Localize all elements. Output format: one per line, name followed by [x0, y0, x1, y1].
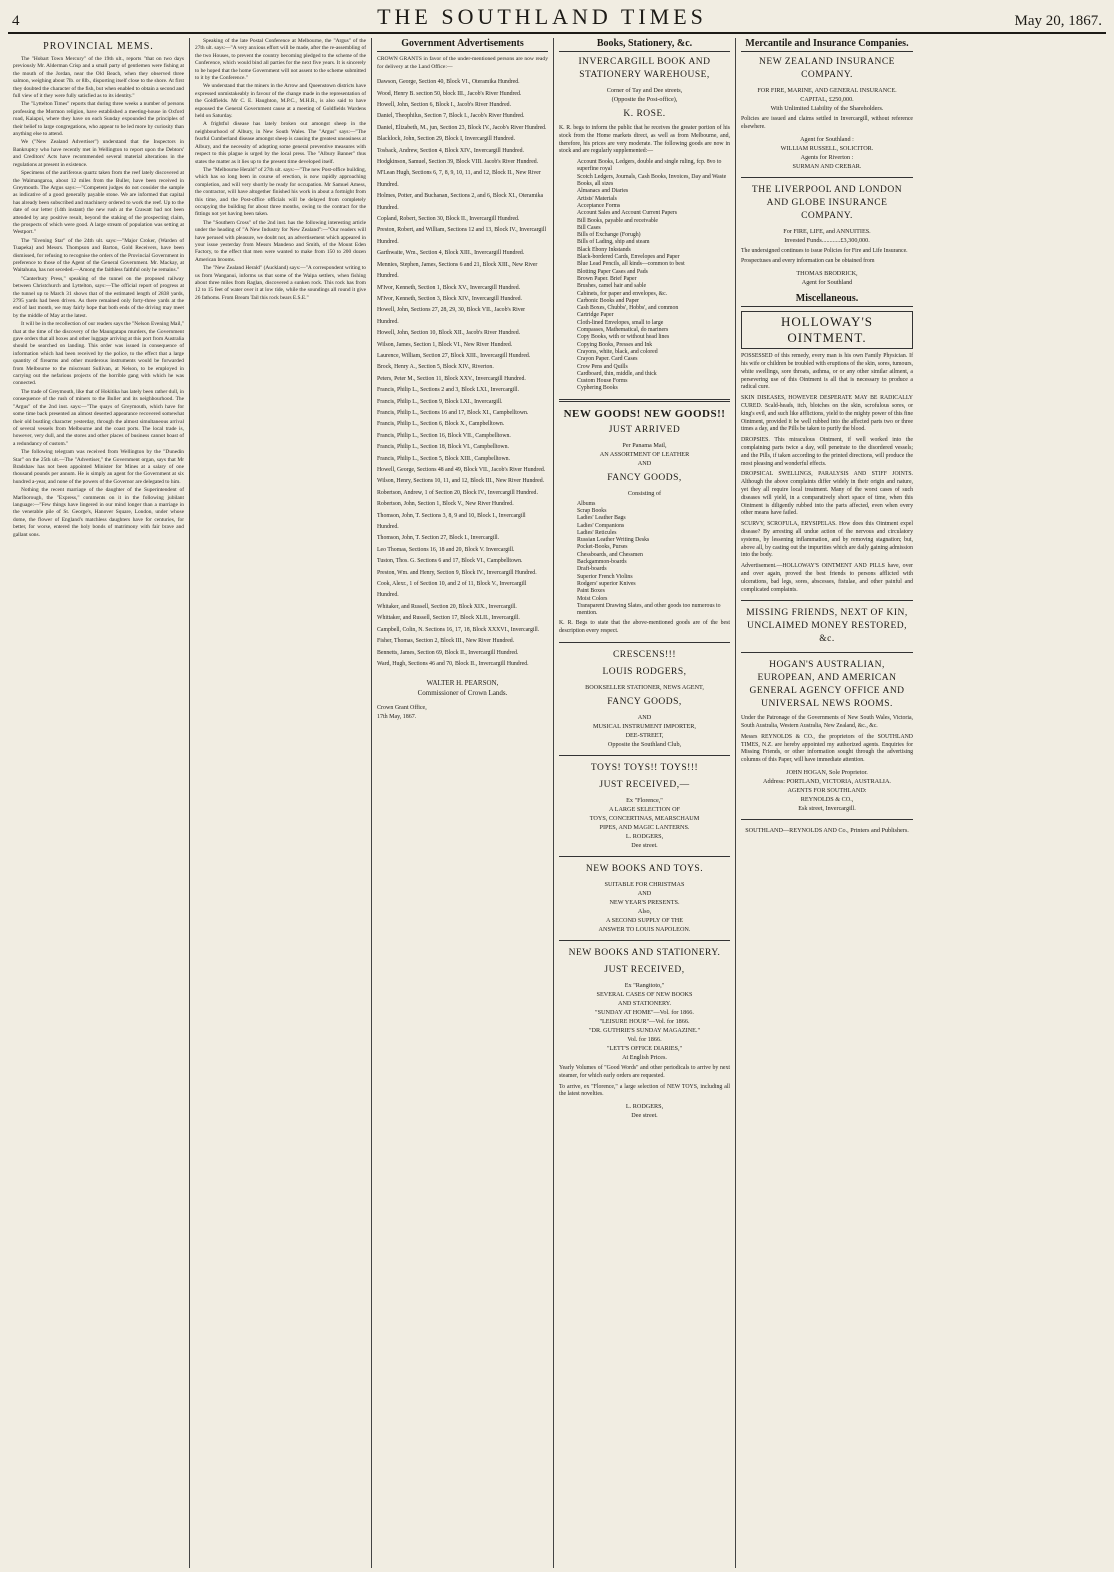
holloway-paragraph: SKIN DISEASES, HOWEVER DESPERATE MAY BE RADICALLY CURED. Scald-heads, itch, blotches on the skin, scrofulous sores, or king's evil, and such like afflictions, yield to the mighty power of this fine Ointment, provided it be well rubbed into the affected parts two or three times a day, and the Pills be taken to purify the blood.: [741, 395, 913, 433]
divider: [741, 652, 913, 653]
stock-item: Artists' Materials: [577, 195, 617, 202]
answer-napoleon: ANSWER TO LOUIS NAPOLEON.: [598, 926, 691, 934]
stock-item: Crayon Paper. Card Cases: [577, 356, 638, 363]
article-paragraph: Nothing the recent marriage of the daughter of the Superintendent of Marlborough, the "Express," comments on it in the following jubilant language:—"Few things have lingered in our mind longer than a marriage in the venerable pile of St. George's, Hanover Square, London, under whose dome, the flower of England's matchless daughters have for centuries, for better, for worse, entered the holy bonds of matrimony with fair brave and gallant sons.: [13, 487, 184, 538]
newspaper-title: THE SOUTHLAND TIMES: [377, 4, 707, 29]
opposite-club: Opposite the Southland Club,: [607, 741, 682, 749]
fancy-item: Ladies' Reticules: [577, 529, 617, 536]
thomas-brodrick: THOMAS BRODRICK,: [796, 270, 858, 278]
ex-florence: Ex "Florence,": [626, 797, 663, 805]
new-goods-banner: NEW GOODS! NEW GOODS!!: [563, 407, 726, 420]
printers-imprint: SOUTHLAND—REYNOLDS AND Co., Printers and Publishers.: [745, 827, 909, 835]
stock-item: Cloth-lined Envelopes, small to large: [577, 319, 664, 326]
commissioner-signature: [377, 678, 548, 698]
article-paragraph: Specimens of the auriferous quartz taken from the reef lately discovered at the Waimangaroa, about 12 miles from the Buller, have been received in Greymouth. The Argus says:—"Competent judges do not consider the sample as indicative of a good generally payable stone. We are informed that capital has already been subscribed and machinery ordered to work the reef. Up to the date of our letter (14th instant) the new rush at the Crawatt had not been attended by any positive result, beyond the staking of the prospecting claim, the prospects of which were good. A large stream of population was setting at Westport.": [13, 170, 184, 236]
crown-grant-entry: Ward, Hugh, Sections 46 and 70, Block II., Invercargill Hundred.: [377, 660, 529, 667]
stock-item: Almanacs and Diaries: [577, 188, 629, 195]
divider: [741, 600, 913, 601]
fire-life-annuities: For FIRE, LIFE, and ANNUITIES.: [783, 227, 871, 235]
crown-grant-entry: Francis, Philip L., Section 5, Block XIII., Campbelltown.: [377, 455, 510, 462]
fancy-item: Pocket-Books, Purses: [577, 544, 628, 551]
office-name: Crown Grant Office,: [377, 705, 427, 712]
periodical-item: Vol. for 1866.: [627, 1036, 662, 1044]
hogan-patronage: Under the Patronage of the Governments of New South Wales, Victoria, South Australia, Western Australia, New Zealand, &c., &c.: [741, 715, 913, 730]
divider: [741, 819, 913, 820]
for-fire-marine: FOR FIRE, MARINE, AND GENERAL INSURANCE.: [757, 87, 897, 94]
page-number: 4: [12, 13, 20, 29]
and-word-2: AND: [637, 714, 652, 722]
crown-grant-entry: Francis, Philip L., Section 16, Block VII., Campbelltown.: [377, 432, 511, 439]
crown-grant-entry: Francis, Philip L., Section 6, Block X., Campbelltown.: [377, 421, 505, 428]
article-paragraph: The "Southern Cross" of the 2nd inst. has the following interesting article under the heading of "A New Industry for New Zealand":—"Our readers will have perused with pleasure, we doubt not, an advertisement which appeared in your issue yesterday from Messrs Mandeno and Smith, of the Mount Eden Factory, to the effect that men were wanted to make from 150 to 200 dozen American brooms.: [195, 219, 366, 263]
crown-grant-entry: Peters, Peter M., Section 11, Block XXV., Invercargill Hundred.: [377, 375, 526, 382]
english-prices: At English Prices.: [622, 1054, 667, 1062]
fancy-item: Scrap Books: [577, 507, 607, 514]
just-arrived: JUST ARRIVED: [608, 424, 681, 435]
crown-grant-entry: Robertson, Andrew, 1 of Section 20, Block IV., Invercargill Hundred.: [377, 489, 538, 496]
stock-item: Compasses, Mathematical, do mariners: [577, 327, 669, 334]
stock-item: Cardboard, thin, middle, and thick: [577, 370, 657, 377]
crown-grant-entry: Francis, Philip L., Section 18, Block VI., Campbelltown.: [377, 444, 509, 451]
stock-item: Account Sales and Account Current Papers: [577, 210, 677, 217]
several-cases: SEVERAL CASES OF NEW BOOKS: [596, 991, 693, 999]
letts-diaries: "LETT'S OFFICE DIARIES,": [606, 1045, 683, 1053]
also: Also,: [637, 908, 652, 916]
article-paragraph: "Canterbury Press," speaking of the tunnel on the proposed railway between Christchurch and Lyttelton, says:—The official report of progress at the tunnel up to March 31 shows that of the estimated length of 2838 yards, 2795 yards had been driven. As there remained only forty-three yards at the end of last month, we may fairly hope that both ends of the driving may meet by the middle of May at the latest.: [13, 275, 184, 319]
reynolds-text: Messrs REYNOLDS & CO., the proprietors of the SOUTHLAND TIMES, N.Z. are hereby appointed my authorized agents. Enquiries for Missing Friends, or other information sought through the advertising columns of this Paper, will have immediate attention.: [741, 733, 913, 764]
and-stationery: AND STATIONERY.: [617, 1000, 671, 1008]
stock-item: Crayons, white, black, and colored: [577, 348, 658, 355]
crown-grant-entry: Campbell, Colin, N. Sections 16, 17, 18, Block XXXVI., Invercargill.: [377, 626, 540, 633]
holloways-ointment-title: HOLLOWAY'S OINTMENT.: [741, 311, 913, 349]
fancy-item: Albums: [577, 500, 596, 507]
just-received: JUST RECEIVED,—: [599, 780, 690, 791]
stock-item: Copying Books, Presses and Ink: [577, 341, 653, 348]
divider: [559, 755, 730, 756]
crown-grant-entry: Cook, Alexr., 1 of Section 10, and 2 of 11, Block V., Invercargill Hundred.: [377, 581, 527, 599]
column-provincial-mems: [8, 38, 190, 1568]
stock-item: Cyphering Books: [577, 385, 618, 392]
nz-insurance-company: NEW ZEALAND INSURANCE COMPANY.: [759, 57, 895, 80]
musical-importer: MUSICAL INSTRUMENT IMPORTER,: [593, 723, 696, 731]
esk-street: Esk street, Invercargill.: [798, 805, 856, 813]
office-date: 17th May, 1867.: [377, 714, 417, 721]
agents-for-southland: AGENTS FOR SOUTHLAND:: [787, 787, 867, 795]
stock-item: Black Ebony Inkstands: [577, 246, 631, 253]
crown-grants-intro: CROWN GRANTS in favor of the under-mentioned persons are now ready for delivery at the Land Office:—: [377, 56, 548, 70]
fancy-item: Draft-boards: [577, 566, 607, 573]
crown-grant-entry: M'Lean Hugh, Sections 6, 7, 8, 9, 10, 11, and 12, Block II., New River Hundred.: [377, 170, 541, 188]
agents-riverton-label: Agents for Riverton :: [800, 153, 854, 161]
fancy-item: Superior French Violins: [577, 573, 633, 580]
periodical-item: "SUNDAY AT HOME"—Vol. for 1866.: [595, 1009, 694, 1017]
consisting-of: Consisting of: [627, 489, 662, 497]
article-paragraph: Speaking of the late Postal Conference at Melbourne, the "Argus" of the 27th ult. says:—"A very anxious effort will be made, after the re-assembling of the two Houses, to prevent the country becoming pledged to the scheme of the Conference, which would bind all parties for the next five years. It is sincerely to be hoped that the home Government will not assent to the scheme submitted to it by the Conference.": [195, 38, 366, 82]
article-paragraph: We ("New Zealand Advertiser") understand that the Inspectors in Bankruptcy who have recently met in Wellington to report upon the Debtors' and Creditors' Acts have recommended several material alterations in the regulations at present in existence.: [13, 139, 184, 168]
crown-grant-entry: Whitaker, and Russell, Section 20, Block XIX., Invercargill.: [377, 603, 517, 610]
stock-item: Bill Books, payable and receivable: [577, 217, 658, 224]
books-header: Books, Stationery, &c.: [559, 38, 730, 52]
crown-grant-entry: Garthwaite, Wm., Section 4, Block XIII., Invercargill Hundred.: [377, 250, 525, 257]
article-paragraph: The following telegram was received from Wellington by the "Dunedin Star" on the 25th ult.—The "Advertiser," the Government organ, says that Mr Bradshaw has not been appointed Minister for Mines at a salary of one thousand pounds per annum. He is simply an agent for the Government at six hundred a-year, and none of the powers of the Governor are delegated to him.: [13, 449, 184, 485]
crescens: CRESCENS!!!: [612, 650, 677, 661]
column-books-stationery: [554, 38, 736, 1568]
stock-item: Custom House Forms: [577, 378, 628, 385]
crown-grant-entry: Copland, Robert, Section 30, Block II., Invercargill Hundred.: [377, 216, 520, 223]
holloway-paragraph: DROPSIES. This miraculous Ointment, if well worked into the complaining parts twice a day, will penetrate to the disordered vessels; and the Pills, if taken according to the printed directions, will produce the most pleasing and wonderful effects.: [741, 437, 913, 467]
stock-item: Brown Paper. Brief Paper: [577, 275, 637, 282]
warehouse-opposite: (Opposite the Post-office),: [611, 96, 678, 103]
misc-header: Miscellaneous.: [741, 293, 913, 307]
capital: CAPITAL, £250,000.: [800, 96, 854, 103]
divider: [559, 399, 730, 402]
john-hogan: JOHN HOGAN, Sole Proprietor.: [786, 769, 868, 777]
stock-item: Crow Pens and Quills: [577, 363, 628, 370]
crown-grant-entry: Wilson, Henry, Sections 10, 11, and 12, Block III., New River Hundred.: [377, 478, 545, 485]
periodical-item: "DR. GUTHRIE'S SUNDAY MAGAZINE.": [588, 1027, 701, 1035]
mercantile-header: Mercantile and Insurance Companies.: [741, 38, 913, 52]
masthead: [8, 6, 1106, 34]
dee-street-2: Dee street.: [631, 842, 658, 850]
crown-grant-entry: Francis, Philip L., Sections 2 and 3, Block LXI., Invercargill.: [377, 387, 519, 394]
fancy-item: Ladies' Leather Bags: [577, 515, 626, 522]
crown-grant-entry: Tosback, Andrew, Section 4, Block XIV., Invercargill Hundred.: [377, 147, 524, 154]
proprietor-name: K. ROSE.: [623, 109, 666, 119]
surman-crebar: SURMAN AND CREBAR.: [792, 162, 862, 170]
louis-trade: BOOKSELLER STATIONER, NEWS AGENT,: [585, 684, 704, 692]
crown-grant-entry: Preston, Wm. and Henry, Section 9, Block IV., Invercargill Hundred.: [377, 569, 537, 576]
pipes: PIPES, AND MAGIC LANTERNS.: [599, 824, 690, 832]
stock-item: Acceptance Forms: [577, 202, 621, 209]
new-books-stationery: NEW BOOKS AND STATIONERY.: [568, 948, 721, 959]
divider: [559, 940, 730, 941]
invested-funds: Invested Funds............£3,300,000.: [784, 236, 870, 244]
and-word-3: AND: [637, 890, 652, 898]
hogan-address: Address: PORTLAND, VICTORIA, AUSTRALIA.: [763, 778, 891, 786]
l-rodgers: L. RODGERS,: [625, 833, 664, 841]
holloway-paragraph: POSSESSED of this remedy, every man is his own Family Physician. If his wife or children be troubled with eruptions of the skin, sores, tumours, white swellings, sore throats, asthma, or or any other similar ailment, a persevering use of this Ointment is all that is necessary to produce a radical cure.: [741, 353, 913, 391]
provincial-mems-body: [13, 56, 184, 539]
crown-grant-entry: Dawson, George, Section 40, Block VI., Oteramika Hundred.: [377, 79, 520, 86]
holloway-paragraph: Advertisement.—HOLLOWAY'S OINTMENT AND PILLS have, over and over again, proved the best friends to persons afflicted with ulcerations, bad legs, sores, abscesses, fistulae, and other painful and complicated complaints.: [741, 563, 913, 593]
stock-item: Carbonic Books and Paper: [577, 297, 639, 304]
crown-grant-entry: Leo Thomas, Sections 16, 18 and 20, Block V. Invercargill.: [377, 546, 515, 553]
crown-grant-entry: Brock, Henry A., Section 5, Block XIV., Riverton.: [377, 364, 494, 371]
crown-grant-entry: M'Ivor, Kenneth, Section 3, Block XIV., Invercargill Hundred.: [377, 295, 523, 302]
crown-grant-entry: Blacklock, John, Section 29, Block I, Invercargill Hundred.: [377, 136, 516, 143]
and-word: AND: [637, 459, 652, 467]
liverpool-company: THE LIVERPOOL AND LONDON AND GLOBE INSURANCE COMPANY.: [751, 184, 903, 221]
toys-banner: TOYS! TOYS!! TOYS!!!: [590, 763, 699, 774]
divider: [559, 642, 730, 643]
crown-grant-entry: Wilson, James, Section 1, Block VI., New River Hundred.: [377, 341, 513, 348]
warehouse-intro: K. R. begs to inform the public that he receives the greater portion of his stock from the Home markets direct, as well as from Melbourne, and, therefore, his prices are very moderate. The following goods are now in stock and are regularly supplemented:—: [559, 125, 730, 155]
suitable-christmas: SUITABLE FOR CHRISTMAS: [604, 881, 685, 889]
article-paragraph: It will be in the recollection of our readers says the "Nelson Evening Mail," that at the time of the discovery of the Maungatapu murders, the Government gave orders that all boxes and other luggage arriving at this port from Australia should be searched on landing. This order was issued in consequence of information which had been received by the police, to the effect that a large quantity of firearms and other murderous instruments would be forwarded from Melbourne to the miscreant Sullivan, at Nelson, to be employed in carrying out the nefarious projects of the horrible gang with which he was connected.: [13, 321, 184, 387]
column-insurance-misc: [736, 38, 918, 1568]
toys-list: TOYS, CONCERTINAS, MEARSCHAUM: [589, 815, 700, 823]
stock-item: Cartridge Paper: [577, 312, 614, 319]
crown-grant-entry: Francis, Philip L., Sections 16 and 17, Block XI., Campbelltown.: [377, 409, 529, 416]
stock-item: Brushes, camel hair and sable: [577, 283, 647, 290]
louis-rodgers-name: LOUIS RODGERS,: [602, 667, 687, 678]
policies-text: Policies are issued and claims settled in Invercargill, without reference elsewhere.: [741, 116, 913, 130]
provincial-mems-heading: PROVINCIAL MEMS.: [43, 41, 154, 52]
per-mail: Per Panama Mail,: [622, 441, 667, 449]
article-paragraph: The "Lyttelton Times" reports that during three weeks a number of persons professing the Mormon religion, have established a meeting-house in Oxford road, Kaiapoi, where they have on each Sunday expounded the principles of their belief to large congregations, who appear to be led more by curiosity than anything else to attend.: [13, 101, 184, 138]
fancy-goods-2: FANCY GOODS,: [607, 697, 682, 708]
column-news: [190, 38, 372, 1568]
unlimited-liability: With Unlimited Liability of the Shareholders.: [770, 105, 884, 112]
undersigned-text: The undersigned continues to issue Policies for Fire and Life Insurance.: [741, 247, 908, 254]
stock-item: Cabinets, for paper and envelopes, &c.: [577, 290, 668, 297]
article-paragraph: The "Evening Star" of the 24th ult. says:—"Major Croker, (Warden of Tuapeka) and Messrs. Thompson and Barton, Gold Receivers, have been dismissed, for refusing to recognise the orders of the Provincial Government in preference to those of the Agent of the General Government. Mr. Mackay, at Waitahuna, has not seceded.—Among the faithless faithful only he remains.": [13, 237, 184, 274]
ex-rangitoto: Ex "Rangitoto,": [624, 982, 665, 990]
office-info: [377, 704, 548, 722]
crown-grant-entry: Francis, Philip L., Section 9, Block LXI., Invercargill.: [377, 398, 503, 405]
fancy-item: Rodgers' superior Knives: [577, 580, 636, 587]
crown-grant-entry: Bennetts, James, Section 69, Block II., Invercargill Hundred.: [377, 649, 519, 656]
fancy-goods: FANCY GOODS,: [607, 472, 682, 483]
stock-item: Bills of Exchange (Forugh): [577, 232, 641, 239]
signature-title: Commissioner of Crown Lands.: [417, 689, 508, 698]
crown-grant-entry: Robertson, John, Section 1, Block V., New River Hundred.: [377, 501, 514, 508]
william-russell: WILLIAM RUSSELL, SOLICITOR.: [780, 144, 874, 152]
periodicals-list: [559, 1008, 730, 1044]
article-paragraph: We understand that the miners in the Arrow and Queenstown districts have expressed unmistakeably in favour of the change made in the representation of the Goldfields. Mr C. E. Haughton, M.P.C., M.H.R., is also said to have espoused the General Government cause at a meeting of Goldfields Wardens held on Saturday.: [195, 83, 366, 120]
crown-grant-entry: Mennies, Stephen, James, Sections 6 and 21, Block XIII., New River Hundred.: [377, 261, 538, 280]
crown-grant-entry: Fisher, Thomas, Section 2, Block III., New River Hundred.: [377, 638, 515, 645]
crown-grant-entry: Holmes, Potter, and Buchanan, Sections 2, and 6, Block XI., Oteramika Hundred.: [377, 193, 544, 211]
large-selection: A LARGE SELECTION OF: [609, 806, 680, 814]
new-books-toys: NEW BOOKS AND TOYS.: [585, 864, 704, 875]
new-year-presents: NEW YEAR'S PRESENTS.: [609, 899, 680, 907]
crown-grants-list: [377, 77, 548, 670]
stock-item: Blue Lead Pencils, all kinds—common to best: [577, 261, 685, 268]
missing-friends: MISSING FRIENDS, NEXT OF KIN, UNCLAIMED MONEY RESTORED, &c.: [746, 608, 908, 645]
crown-grant-entry: Howell, John, Section 10, Block XII., Jacob's River Hundred.: [377, 330, 521, 337]
fancy-item: Transparent Drawing Slates, and other goods too numerous to mention.: [577, 602, 721, 617]
stock-item: Copy Books, with or without head lines: [577, 334, 670, 341]
fancy-item: Moist Colors: [577, 595, 608, 602]
stock-item: Black-bordered Cards, Envelopes and Paper: [577, 254, 680, 261]
crown-grant-entry: Daniel, Theophilus, Section 7, Block I., Jacob's River Hundred.: [377, 113, 525, 120]
fancy-goods-list: [559, 501, 730, 618]
stock-item: Scotch Ledgers, Journals, Cash Books, Invoices, Day and Waste Books, all sizes: [577, 173, 727, 188]
fancy-item: Backgammon-boards: [577, 559, 627, 566]
warehouse-address: Corner of Tay and Dee streets,: [606, 87, 683, 94]
holloway-paragraph: DROPSICAL SWELLINGS, PARALYSIS AND STIFF JOINTS. Although the above complaints differ widely in their origin and nature, yet they all require local treatment. Many of the worst cases of such diseases will yield, in a comparatively short space of time, when this Ointment is diligently rubbed into the parts affected, even when every other means have failed.: [741, 471, 913, 517]
fancy-item: Paint Boxes: [577, 588, 605, 595]
column-government-ads: [372, 38, 554, 1568]
prospectus-text: Prospectuses and every information can be obtained from: [741, 258, 875, 265]
crown-grant-entry: Thomson, John, T. Section 27, Block I., Invercargill.: [377, 535, 500, 542]
brodrick-title: Agent for Southland: [801, 279, 853, 287]
crown-grant-entry: Hodgkinson, Samuel, Section 39, Block VIII. Jacob's River Hundred.: [377, 159, 539, 166]
crown-grant-entry: Laurence, William, Section 27, Block XIII., Invercargill Hundred.: [377, 352, 531, 359]
columns: [8, 38, 1106, 1568]
warehouse-title: INVERCARGILL BOOK AND STATIONERY WAREHOUSE,: [578, 57, 711, 80]
crown-grant-entry: Preston, Robert, and William, Sections 12 and 13, Block IV., Invercargill Hundred.: [377, 227, 547, 245]
article-paragraph: The "Melbourne Herald" of 27th ult. says:—"The new Post-office building, which has so long been in course of erection, is now rapidly approaching completion, and will very shortly be ready for occupation. Mr Samuel Amess, the contractor, will have altogether finished his work in about a fortnight from this time, and the Post-office officials will be delayed from completely occupying the building for about three months, owing to the contract for the fittings not yet having been taken.: [195, 166, 366, 218]
crown-grant-entry: Thomson, John, T. Sections 3, 8, 9 and 10, Block I., Invercargill Hundred.: [377, 512, 526, 531]
signature-name: WALTER H. PEARSON,: [426, 679, 499, 688]
fancy-item: Chessboards, and Chessmen: [577, 551, 643, 558]
divider: [741, 177, 913, 178]
stock-item: Bill Cases: [577, 224, 601, 231]
divider: [559, 856, 730, 857]
issue-date: May 20, 1867.: [1014, 13, 1102, 29]
fancy-item: Russian Leather Writing Desks: [577, 537, 650, 544]
crown-grant-entry: Whittaker, and Russell, Section 17, Block XLII., Invercargill.: [377, 615, 520, 622]
periodical-item: "LEISURE HOUR"—Vol. for 1866.: [599, 1018, 690, 1026]
crown-grant-entry: Wood, Henry B. section 50, block III., Jacob's River Hundred.: [377, 90, 522, 97]
article-paragraph: The "New Zealand Herald" (Auckland) says:—"A correspondent writing to us from Wanganui, informs us that some of the Waipa settlers, when fishing about three miles from Raglan, discovered a sunken rock. This rock has from 12 to 15 feet of water over it at low tide, while the soundings all round it give 26 fathoms. From Bream Tail this rock bears E.S.E.": [195, 265, 366, 301]
just-received-2: JUST RECEIVED,: [604, 965, 685, 976]
to-arrive: To arrive, ex "Florence," a large selection of NEW TOYS, including all the latest novelties.: [559, 1083, 730, 1098]
reynolds-co: REYNOLDS & CO.,: [800, 796, 854, 804]
rodgers-street: Dee street.: [631, 1112, 658, 1120]
agent-southland-label: Agent for Southland :: [800, 135, 854, 143]
stock-list: [559, 159, 730, 393]
yearly-volumes: Yearly Volumes of "Good Words" and other periodicals to arrive by next steamer, for which early orders are requested.: [559, 1065, 730, 1079]
crown-grant-entry: M'Ivor, Kenneth, Section 1, Block XV., Invercargill Hundred.: [377, 284, 521, 291]
rodgers-signature: L. RODGERS,: [625, 1103, 664, 1111]
fancy-item: Ladies' Companions: [577, 522, 625, 529]
article-paragraph: A frightful disease has lately broken out amongst sheep in the neighbourhood of Albury, in New South Wales. The "Argus" says:—"The fearful Cumberland disease amongst sheep is causing the greatest uneasiness at Albury, and the necessity of adopting some general preventive measures with respect to this plague is urged by the local press. The "Albury Banner" thus states the matter as it lies up to the present time developed itself.: [195, 121, 366, 165]
stock-item: Blotting Paper Cases and Pads: [577, 268, 648, 275]
dee-street: DEE-STREET,: [625, 732, 664, 740]
news-body: [195, 38, 366, 302]
crown-grant-entry: Howell, John, Sections 27, 28, 29, 30, Block VII., Jacob's River Hundred.: [377, 307, 526, 325]
stock-item: Bills of Lading, ship and steam: [577, 239, 650, 246]
stock-item: Account Books, Ledgers, double and single ruling, fcp. 8vo to superfine royal: [577, 159, 722, 173]
crown-grant-entry: Tuston, Thos. G. Sections 6 and 17, Block VI., Campbelltown.: [377, 558, 523, 565]
article-paragraph: The "Hobart Town Mercury" of the 19th ult., reports "that on two days previously Mr. Alderman Crisp and a small party of gentlemen were fishing at the mouth of the Jordan, near the Old Beach, when they observed three salmon, weighing about 7lb. or 8lb., disporting itself close to the shore. At first they doubted the character of the fish, but when enabled to obtain a second and full view of it they were fully satisfied as to its identity.": [13, 56, 184, 100]
second-supply: A SECOND SUPPLY OF THE: [605, 917, 684, 925]
holloway-paragraph: SCURVY, SCROFULA, ERYSIPELAS. How does this Ointment expel disease? By arresting all undue action of the nervous and circulatory systems, by lessening inflammation, and by removing stagnation; but, above all, by casting out the impurities which are daily gaining admission into the body.: [741, 521, 913, 559]
stock-item: Cash Boxes, Chubbs', Hobbs', and common: [577, 305, 679, 312]
article-paragraph: The trade of Greymouth, like that of Hokitika has lately been rather dull, in consequence of the rush of miners to the Buller and its neighbourhood. The "Argus" of the 2nd inst. says:—"The quays of Greymouth, which have for some time back presented an almost deserted appearance recovered somewhat their old bustling character yesterday, through the almost simultaneous arrival of several vessels from Melbourne and the coast ports. The local trade is, however, very dull, and the stores and other places of business cannot boast of a redundancy of custom.": [13, 388, 184, 447]
assortment: AN ASSORTMENT OF LEATHER: [599, 450, 690, 458]
crown-grant-entry: Howell, George, Sections 48 and 49, Block VII., Jacob's River Hundred.: [377, 467, 546, 473]
fancy-note: K. R. Begs to state that the above-mentioned goods are of the best description every respect.: [559, 620, 730, 635]
holloway-body: [741, 353, 913, 594]
crown-grant-entry: Daniel, Elizabeth, M., jun, Section 23, Block IV., Jacob's River Hundred.: [377, 124, 547, 131]
hogans-agency: HOGAN'S AUSTRALIAN, EUROPEAN, AND AMERICAN GENERAL AGENCY OFFICE AND UNIVERSAL NEWS ROOMS.: [749, 660, 905, 710]
government-ads-header: Government Advertisements: [377, 38, 548, 52]
crown-grant-entry: Howell, John, Section 6, Block I., Jacob's River Hundred.: [377, 102, 512, 108]
